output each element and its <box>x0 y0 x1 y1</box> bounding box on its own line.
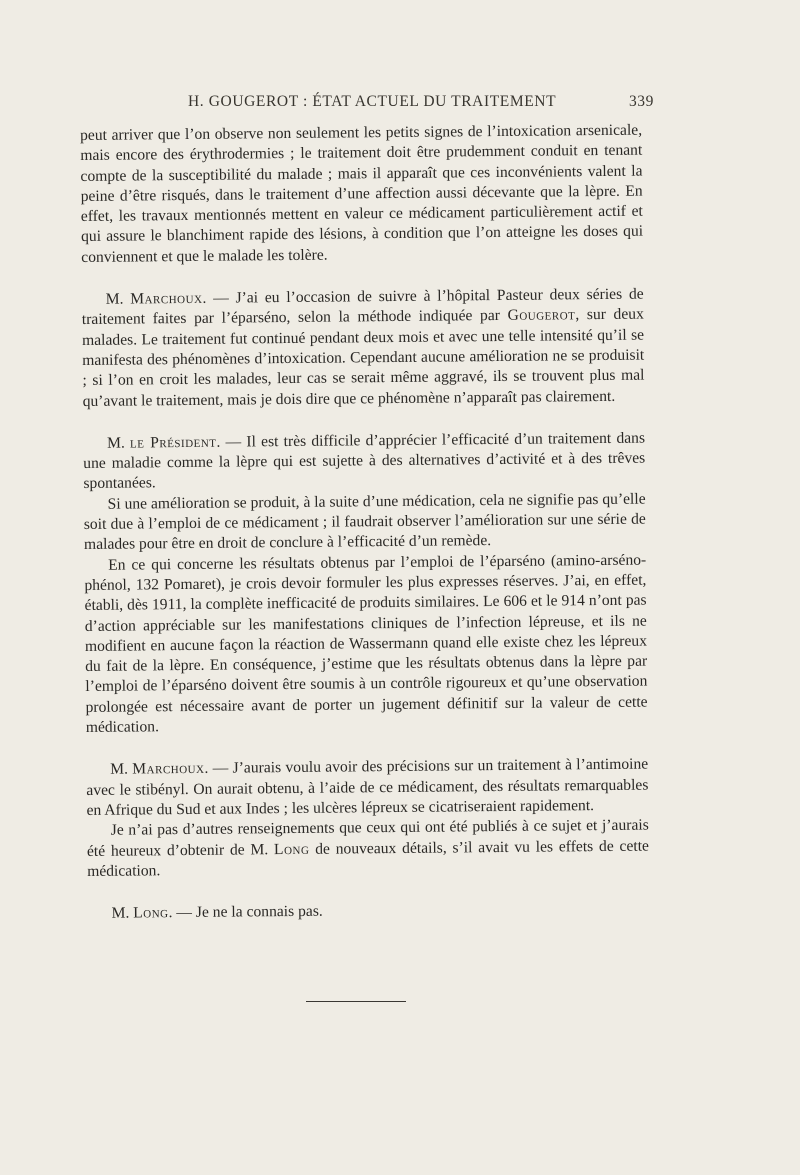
text-run: M. <box>105 290 131 308</box>
text-run: Je n’ai pas d’autres renseignements que ceux qui ont été publiés à ce sujet et j’aurais été heureux d’obtenir de M. <box>86 816 649 860</box>
text-body <box>80 121 650 925</box>
text-run: , sur deux malades. Le traitement fut continué pendant deux mois et avec une telle intensité qu’il se manifesta des phénomènes d’intoxication. Cependant aucune amélioration ne se produisit ; si l’on en croit les malades, leur cas se serait même aggravé, ils se trouvent plus mal qu’avant le traitement, mais je dois dire que ce phénomène n’apparaît pas clairement. <box>81 305 645 410</box>
text-run: . — Il est très difficile d’apprécier l’efficacité d’un traitement dans une maladie comme la lèpre qui est sujette à des alternatives d’activité et à des trêves spontanées. <box>83 429 646 493</box>
text-run: En ce qui concerne les résultats obtenus par l’emploi de l’éparséno (amino-arséno-phénol, 132 Pomaret), je crois devoir formuler les plus expresses réserves. J’ai, en effet, établi, dès 1911, la complète inefficacité de produits similaires. Le 606 et le 914 n’ont pas d’action appréciable sur les manifestations cliniques de l’infection lépreuse, et ils ne modifient en aucune façon la réaction de Wassermann quand elle existe chez les lépreux du fait de la lèpre. En conséquence, j’estime que les résultats obtenus dans la lèpre par l’emploi de l’éparséno doivent être soumis à un contrôle rigoureux et qu’une observation prolongée est nécessaire avant de porter un jugement définitif sur la valeur de cette médication. <box>84 551 648 736</box>
speaker-name: Marchoux <box>130 289 203 308</box>
speaker-name: Long <box>273 840 310 858</box>
paragraph-marchoux-3 <box>87 816 650 882</box>
text-run: Si une amélioration se produit, à la suite d’une médication, cela ne signifie pas qu’elle soit due à l’emploi de ce médicament ; il faudrait observer l’amélioration sur une série de malades pour être en droit de conclure à l’efficacité d’un remède. <box>83 490 646 554</box>
paragraph-marchoux-1 <box>82 285 645 412</box>
text-run: M. <box>111 904 134 922</box>
text-run: . — J’aurais voulu avoir des précisions sur un traitement à l’antimoine avec le stibényl. On aurait obtenu, à l’aide de ce médicament, des résultats remarquables en Afrique du Sud et aux Indes ; les ulcères lépreux se cicatriseraient rapidement. <box>86 755 649 819</box>
paragraph-marchoux-2 <box>86 755 649 821</box>
speaker-name: Gougerot <box>507 306 576 325</box>
speaker-name: Long <box>133 904 169 922</box>
paragraph-president-3 <box>84 550 648 738</box>
speaker-name: le Président <box>129 433 217 452</box>
text-run: . — J’ai eu l’occasion de suivre à l’hôpital Pasteur deux séries de traitement faites par l’éparséno, selon la méthode indiquée par <box>81 285 644 329</box>
running-title: H. GOUGEROT : ÉTAT ACTUEL DU TRAITEMENT <box>188 93 557 110</box>
text-run: de nouveaux détails, s’il avait vu les effets de cette médication. <box>87 837 650 880</box>
paragraph-president-2 <box>84 489 647 555</box>
paragraph-continuation <box>80 121 643 268</box>
page-number: 339 <box>628 93 654 110</box>
paragraph-president-1 <box>83 428 646 494</box>
paragraph-long <box>87 899 649 925</box>
text-run: . — Je ne la connais pas. <box>168 902 323 922</box>
text-run: M. <box>110 760 133 779</box>
speaker-name: Marchoux <box>132 760 205 778</box>
end-rule <box>306 1001 406 1002</box>
text-run: M. <box>106 434 131 452</box>
text-run: peut arriver que l’on observe non seulement les petits signes de l’intoxication arsenicale, mais encore des érythrodermies ; le traitement doit être prudemment conduit en tenant compte de la susceptibilité du malade ; mais il apparaît que ces inconvénients valent la peine d’être risqués, dans le traitement d’une affection aussi décevante que la lèpre. En effet, les travaux mentionnés mettent en valeur ce médicament particulièrement actif et qui assure le blanchiment rapide des lésions, à condition que l’on atteigne les doses qui conviennent et que le malade les tolère. <box>80 121 644 266</box>
